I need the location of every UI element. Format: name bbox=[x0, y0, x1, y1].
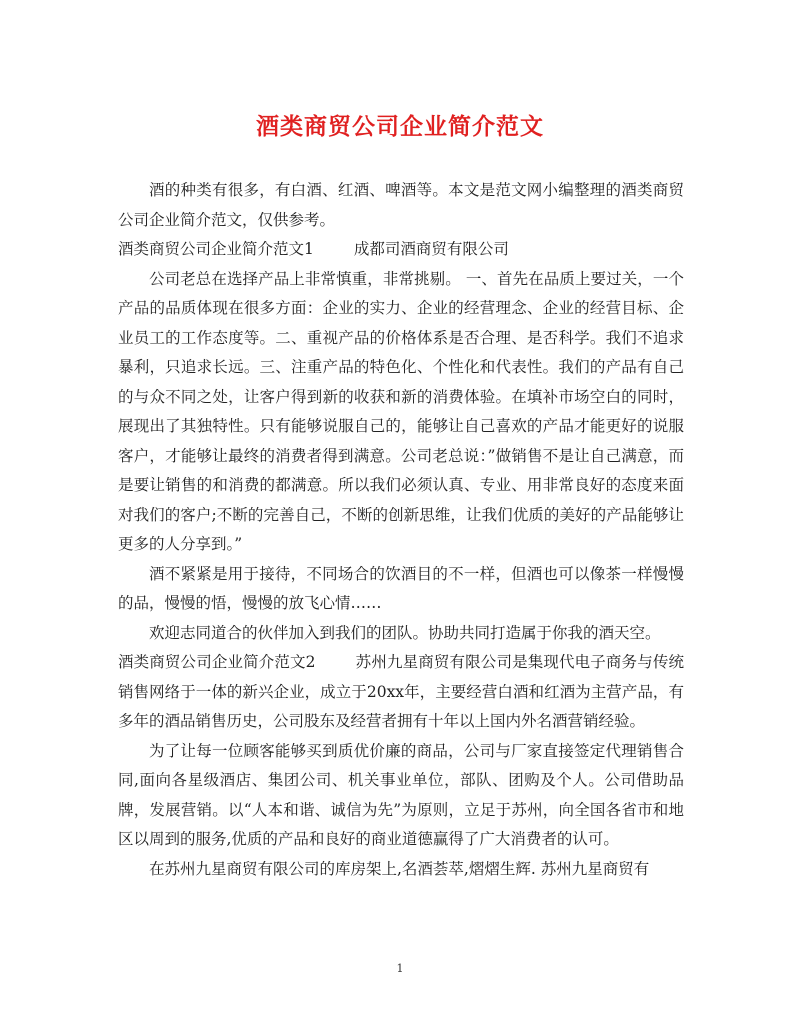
section1-paragraph: 欢迎志同道合的伙伴加入到我们的团队。协助共同打造属于你我的酒天空。 bbox=[149, 623, 661, 642]
section2-first-text: 苏州九星商贸有限公司是集现代电子商务与传统销售网络于一体的新兴企业，成立于20xx年，主要经营白酒和红酒为主营产品，有多年的酒品销售历史，公司股东及经营者拥有十年以上国内外名酒营销经验。 bbox=[118, 653, 684, 730]
page-number: 1 bbox=[396, 962, 404, 975]
intro-paragraph: 酒的种类有很多，有白酒、红酒、啤酒等。本文是范文网小编整理的酒类商贸公司企业简介范文，仅供参考。 bbox=[118, 181, 684, 229]
document-title: 酒类商贸公司企业简介范文 bbox=[256, 113, 544, 140]
section2-heading-line bbox=[118, 648, 684, 737]
section2-paragraph: 在苏州九星商贸有限公司的库房架上,名酒荟萃,熠熠生辉. 苏州九星商贸有 bbox=[149, 859, 650, 878]
section1-company: 成都司酒商贸有限公司 bbox=[353, 240, 509, 258]
section2-paragraph: 为了让每一位顾客能够买到质优价廉的商品，公司与厂家直接签定代理销售合同,面向各星级酒店、集团公司、机关事业单位，部队、团购及个人。公司借助品牌，发展营销。以“人本和谐、诚信为先”为原则，立足于苏州，向全国各省市和地区以周到的服务,优质的产品和良好的商业道德赢得了广大消费者的认可。 bbox=[118, 741, 684, 848]
section1-paragraph: 公司老总在选择产品上非常慎重，非常挑剔。 一、首先在品质上要过关，一个产品的品质体现在很多方面：企业的实力、企业的经营理念、企业的经营目标、企业员工的工作态度等。二、重视产品的价格体系是否合理、是否科学。我们不追求暴利，只追求长远。三、注重产品的特色化、个性化和代表性。我们的产品有自己的与众不同之处，让客户得到新的收获和新的消费体验。在填补市场空白的同时，展现出了其独特性。只有能够说服自己的，能够让自己喜欢的产品才能更好的说服客户，才能够让最终的消费者得到满意。公司老总说：”做销售不是让自己满意，而是要让销售的和消费的都满意。所以我们必须认真、专业、用非常良好的态度来面对我们的客户;不断的完善自己，不断的创新思维，让我们优质的美好的产品能够让更多的人分享到。” bbox=[118, 269, 684, 553]
section1-heading: 酒类商贸公司企业简介范文1 bbox=[118, 240, 314, 258]
section1-paragraph: 酒不紧紧是用于接待，不同场合的饮酒目的不一样，但酒也可以像茶一样慢慢的品，慢慢的悟，慢慢的放飞心情…… bbox=[118, 564, 684, 612]
section2-heading: 酒类商贸公司企业简介范文2 bbox=[118, 653, 316, 671]
document-body bbox=[118, 176, 684, 884]
section1-heading-line bbox=[118, 235, 684, 265]
